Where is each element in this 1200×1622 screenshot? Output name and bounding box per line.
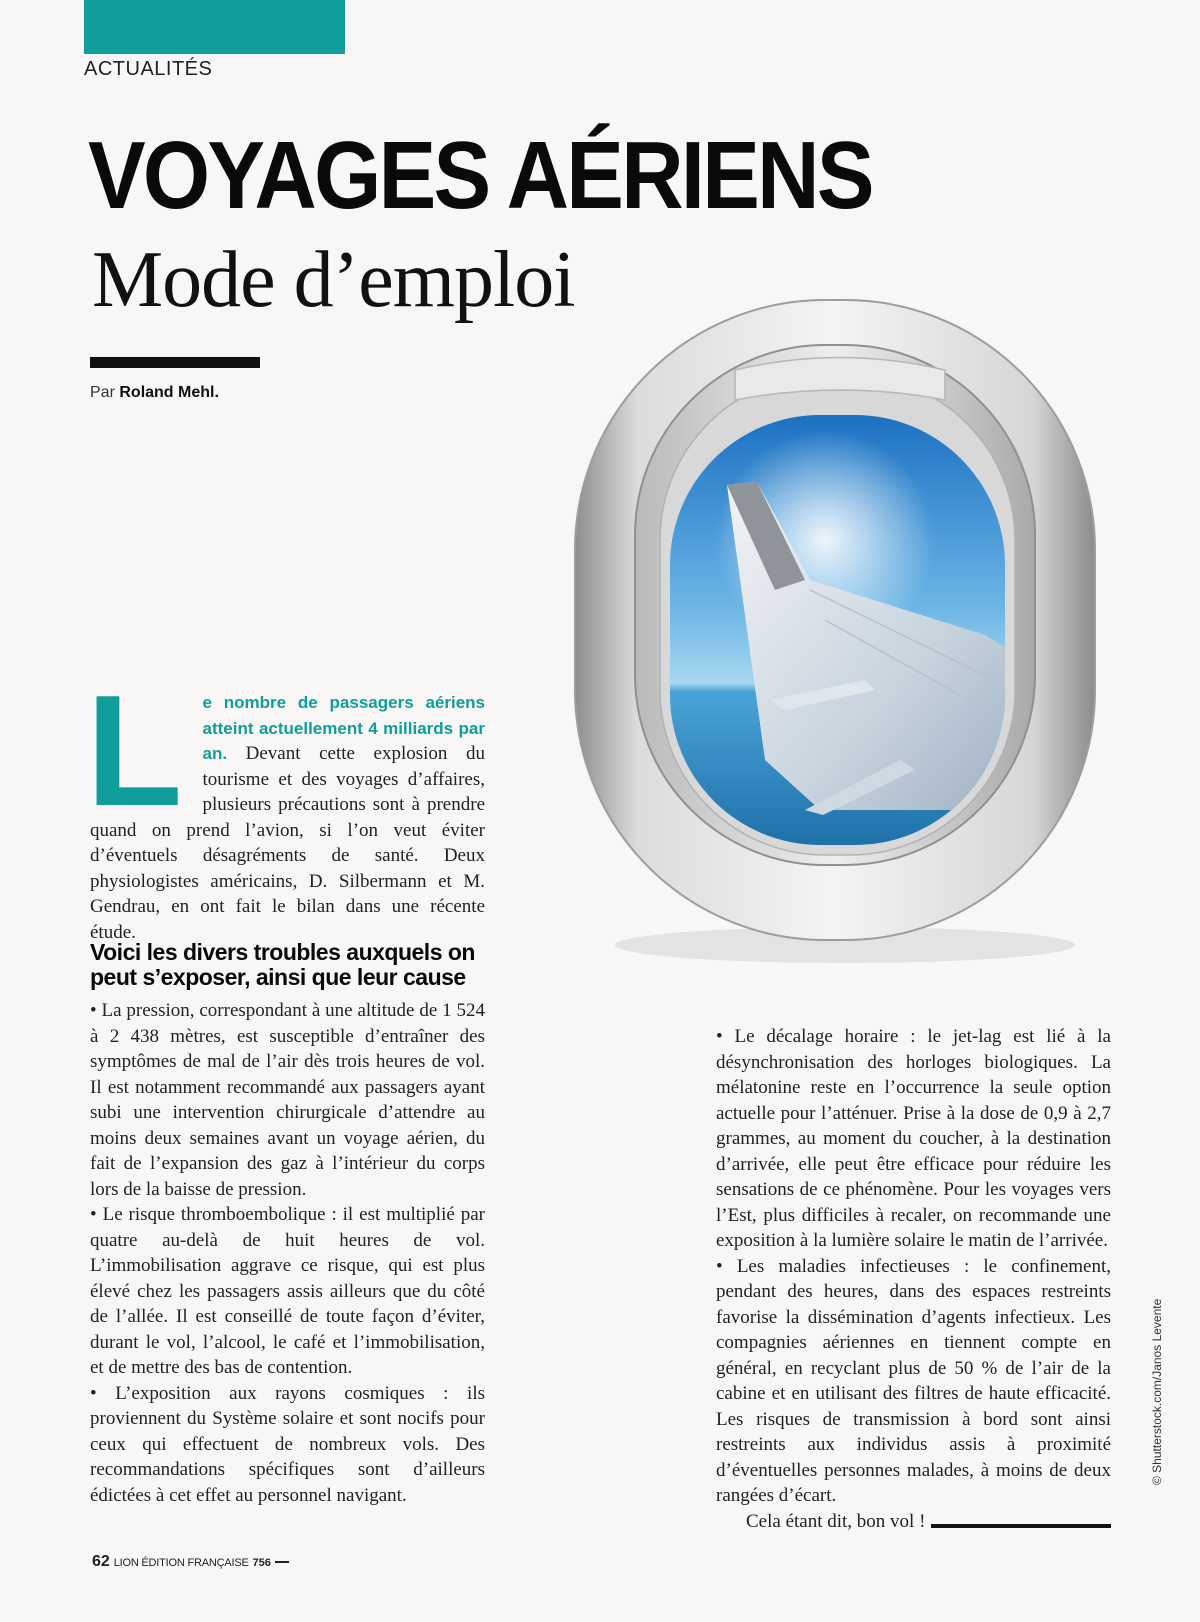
pressure-paragraph: • La pression, correspondant à une altitude de 1 524 à 2 438 mètres, est susceptible d’entraîner des symptômes de mal de l’air dès trois heures de vol. Il est notamment recommandé aux passagers ayant subi une intervention chirurgicale d’attendre au moins deux semaines avant un voyage aérien, du fait de l’expansion des gaz à l’intérieur du corps lors de la baisse de pression. [90,1000,485,1200]
author-name: Roland Mehl. [119,384,219,401]
article-title: VOYAGES AÉRIENS [88,122,872,229]
intro-text: Devant cette explosion du tourisme et des voyages d’affaires, plusieurs précautions sont à prendre quand on prend l’avion, si l’on veut éviter d’éventuels désagréments de santé. Deux physiologistes américains, D. Silbermann et M. Gendrau, en ont fait le bilan dans une récente étude. [90,743,485,943]
infectious-diseases-paragraph: • Les maladies infectieuses : le confinement, pendant des heures, dans des espaces restreints favorise la dissémination d’agents infectieux. Les compagnies aériennes en tiennent compte en général, en recyclant plus de 50 % de l’air de la cabine et en utilisant des filtres de haute efficacité. Les risques de transmission à bord sont ainsi restreints aux individus assis à proximité d’éventuelles personnes malades, à moins de deux rangées d’écart. [716,1255,1111,1506]
cosmic-rays-paragraph: • L’exposition aux rayons cosmiques : ils proviennent du Système solaire et sont nocifs pour ceux qui effectuent de nombreux vols. Des recommandations spécifiques sont d’ailleurs édictées à cet effet au personnel navigant. [90,1382,485,1506]
article-subtitle: Mode d’emploi [92,236,575,324]
photo-credit: © Shutterstock.com/Janos Levente [1150,1298,1164,1485]
byline-prefix: Par [90,384,115,401]
closing-line [716,1509,1111,1535]
jet-lag-paragraph: • Le décalage horaire : le jet-lag est lié à la désynchronisation des horloges biologiques. La mélatonine reste en l’occurrence la seule option actuelle pour l’atténuer. Prise à la dose de 0,9 à 2,7 grammes, au moment du coucher, à la destination d’arrivée, elle peut être efficace pour réduire les sensations de ce phénomène. Pour les voyages vers l’Est, plus difficiles à recaler, on recommande une exposition à la lumière solaire le matin de l’arrivée. [716,1026,1111,1251]
intro-paragraph [86,663,485,945]
section-label: ACTUALITÉS [84,58,213,80]
body-column-right [716,1024,1111,1534]
lead-sentence: e nombre de passagers aériens atteint actuellement 4 milliards par an. [202,693,485,763]
title-rule [90,357,260,368]
publication-name: LION ÉDITION FRANÇAISE [113,1557,249,1569]
page-number: 62 [92,1553,110,1570]
section-subheading: Voici les divers troubles auxquels on peut s’exposer, ainsi que leur cause [90,939,475,990]
drop-cap: L [86,663,183,839]
issue-number: 756 [252,1557,271,1569]
thromboembolic-paragraph: • Le risque thromboembolique : il est multiplié par quatre au-delà de huit heures de vol. L’immobilisation aggrave ce risque, qui est plus élevé chez les passagers assis ailleurs que du côté de l’allée. Il est conseillé de toute façon d’éviter, durant le vol, l’alcool, le café et l’immobilisation, et de mettre des bas de contention. [90,1204,485,1378]
end-rule [931,1524,1111,1528]
airplane-window-illustration [565,290,1125,990]
footer-dash [275,1561,289,1563]
body-column-left [90,998,485,1508]
section-color-bar [84,0,345,54]
closing-text: Cela étant dit, bon vol ! [746,1510,926,1532]
page-footer [92,1553,289,1571]
byline [90,384,219,402]
